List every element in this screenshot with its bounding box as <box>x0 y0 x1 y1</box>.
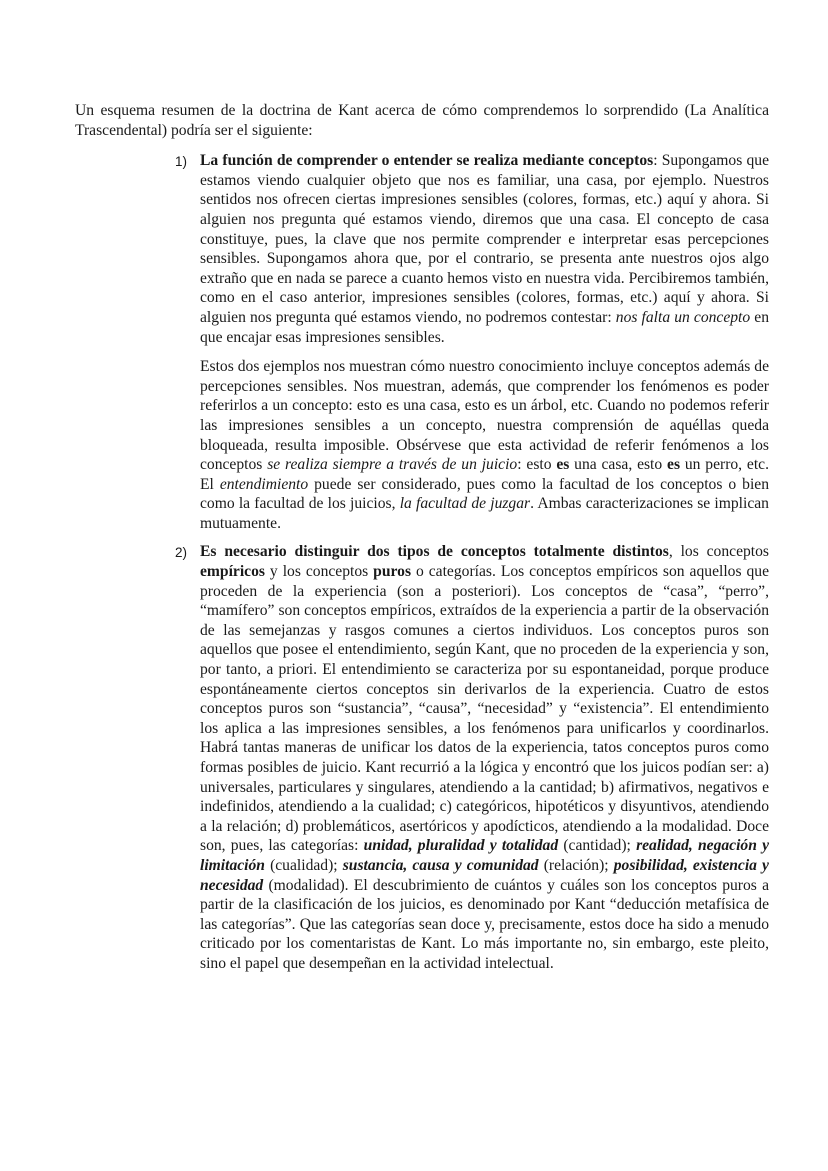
item-heading: Es necesario distinguir dos tipos de conceptos totalmente distintos <box>200 543 669 561</box>
list-item-2 <box>75 542 769 973</box>
body-text: (modalidad). El descubrimiento de cuántos y cuáles son los conceptos puros a partir de la clasificación de los juicios, es denominado por Kant “deducción metafísica de las categorías”. Que las categorías sean doce y, precisamente, estos doce ha sido a menudo criticado por los comentaristas de Kant. Lo más importante no, sin embargo, este pleito, sino el papel que desempeñan en la actividad intelectual. <box>200 876 769 972</box>
body-text: puede ser considerado, pues como la facultad de los conceptos o bien como la facultad de los juicios, <box>200 475 769 513</box>
body-text: o categorías. Los conceptos empíricos son aquellos que proceden de la experiencia (son a posteriori). Los conceptos de “casa”, “perro”, “mamífero” son conceptos empíricos, extraídos de la experiencia a partir de la observación de las semejanzas y rasgos comunes a ciertos individuos. Los conceptos puros son aquellos que posee el entendimiento, según Kant, que no proceden de la experiencia y son, por tanto, a priori. El entendimiento se caracteriza por su espontaneidad, porque produce espontáneamente ciertos conceptos sin derivarlos de la experiencia. Cuatro de estos conceptos puros son “sustancia”, “causa”, “necesidad” y “existencia”. El entendimiento los aplica a las impresiones sensibles, a los fenómenos para unificarlos y coordinarlos. Habrá tantas maneras de unificar los datos de la experiencia, tatos conceptos puros como formas posibles de juicio. Kant recurrió a la lógica y encontró que los juicos podían ser: a) universales, particulares y singulares, atendiendo a la cantidad; b) afirmativos, negativos e indefinidos, atendiendo a la cualidad; c) categóricos, hipotéticos y disyuntivos, atendiendo a la relación; d) problemáticos, asertóricos y apodícticos, atendiendo a la modalidad. Doce son, pues, las categorías: <box>200 563 769 855</box>
emphasis-text: entendimiento <box>219 475 309 493</box>
category-group-cantidad: unidad, pluralidad y totalidad <box>363 837 559 855</box>
body-text: . Ambas caracterizaciones se implican mutuamente. <box>200 495 769 532</box>
body-text: Estos dos ejemplos nos muestran cómo nuestro conocimiento incluye conceptos además de percepciones sensibles. Nos muestran, además, que comprender los fenómenos es poder referirlos a un concepto: esto es una casa, esto es un árbol, etc. Cuando no podemos referir las impresiones sensibles a un concepto, nuestra comprensión de aquéllas queda bloqueada, resulta imposible. Obsérvese que esta actividad de referir fenómenos a los conceptos <box>200 358 769 474</box>
item-1-paragraph-2 <box>200 357 769 533</box>
item-2-paragraph-1 <box>200 542 769 973</box>
bold-text: empíricos <box>200 563 265 581</box>
bold-text: es <box>667 456 681 474</box>
intro-paragraph: Un esquema resumen de la doctrina de Kant acerca de cómo comprendemos lo sorprendido (La Analítica Trascendental) podría ser el siguiente: <box>75 102 769 139</box>
body-text: , los conceptos <box>668 543 769 561</box>
category-group-cualidad: realidad, negación y limitación <box>200 837 770 874</box>
body-text: en que encajar esas impresiones sensibles. <box>200 308 769 346</box>
item-heading: La función de comprender o entender se realiza mediante conceptos <box>200 152 654 170</box>
body-text: una casa, esto <box>569 456 668 474</box>
body-text: (relación); <box>538 856 614 874</box>
body-text: un perro, etc. El <box>200 456 769 493</box>
document-page <box>75 101 769 983</box>
bold-text: es <box>556 456 570 474</box>
numbered-list <box>75 151 769 973</box>
body-text: y los conceptos <box>264 563 374 581</box>
emphasis-text: la facultad de juzgar <box>399 495 531 513</box>
emphasis-text: se realiza siempre a través de un juicio <box>267 456 518 474</box>
bold-text: puros <box>373 563 412 581</box>
body-text: (cualidad); <box>264 856 343 874</box>
item-1-paragraph-1 <box>200 151 769 347</box>
body-text: (cantidad); <box>558 837 637 855</box>
list-marker: 2) <box>175 545 188 561</box>
list-item-1 <box>75 151 769 533</box>
category-group-modalidad: posibilidad, existencia y necesidad <box>200 856 769 894</box>
emphasis-text: nos falta un concepto <box>615 308 751 326</box>
category-group-relacion: sustancia, causa y comunidad <box>342 856 539 874</box>
list-marker: 1) <box>175 154 188 170</box>
body-text: : Supongamos que estamos viendo cualquier objeto que nos es familiar, una casa, por ejemplo. Nuestros sentidos nos ofrecen ciertas impresiones sensibles (colores, formas, etc.) aquí y ahora. Si alguien nos pregunta qué estamos viendo, diremos que una casa. El concepto de casa constituye, pues, la clave que nos permite comprender e interpretar esas percepciones sensibles. Supongamos ahora que, por el contrario, se presenta ante nuestros ojos algo extraño que en nada se parece a cuanto hemos visto en nuestra vida. Percibiremos también, como en el caso anterior, impresiones sensibles (colores, formas, etc.) aquí y ahora. Si alguien nos pregunta qué estamos viendo, no podremos contestar: <box>200 152 769 326</box>
body-text: : esto <box>517 456 557 474</box>
